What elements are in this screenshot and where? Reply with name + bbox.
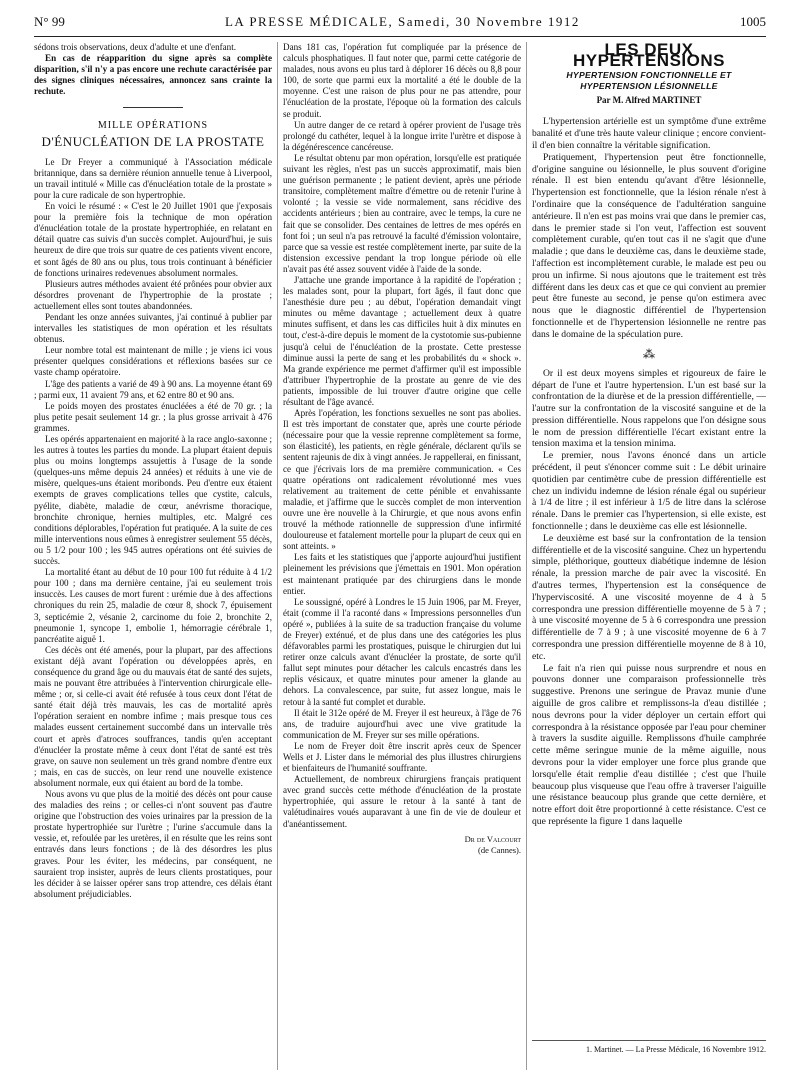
page-header [34, 14, 766, 34]
signature-place: (de Cannes). [478, 844, 521, 855]
paragraph: Le nom de Freyer doit être inscrit après ceux de Spencer Wells et J. Lister dans le mémorial des plus illustres chirurgiens et bienfaiteurs de l'humanité souffrante. [283, 740, 521, 774]
paragraph: Le résultat obtenu par mon opération, lorsqu'elle est pratiquée suivant les règles, n'est pas un succès approximatif, mais bien une guérison permanente ; le patient devient, après une période transitoire, complètement maître d'émettre ou de retenir l'urine à volonté ; la vessie se vide normalement, sans récidive des accidents antérieurs ; bien au contraire, avec le temps, la cure ne fait que se consolider. Des centaines de lettres de mes opérés en font foi ; un seul n'a pas retrouvé la faculté d'émission volontaire, parce que sa vessie est restée complètement inerte, par suite de la distension excessive pendant la trop longue période où elle n'avait pas été assez souvent vidée à l'aide de la sonde. [283, 152, 521, 274]
paragraph: Le soussigné, opéré à Londres le 15 Juin 1906, par M. Freyer, était (comme il l'a raconté dans « Impressions personnelles d'un opéré », publiées à la suite de sa traduction française du volume de Freyer) exténué, et de plus dans une des catégories les plus défavorables parmi les prostatiques, puisque le chirurgien dut lui retirer onze calculs avant d'énucléer la prostate, de sorte qu'il fallut sept minutes pour détacher les calculs encastrés dans les replis vésicaux, et quatre minutes pour amener la glande au dehors. La convalescence, par suite, fut assez longue, mais le retour à la santé fut complet et durable. [283, 596, 521, 707]
signature-name: Dr de Valcourt [464, 833, 521, 844]
article-title: LES DEUX HYPERTENSIONS [573, 42, 725, 71]
column-divider [277, 42, 278, 1070]
paragraph: Les faits et les statistiques que j'apporte aujourd'hui justifient pleinement les prévisions que j'émettais en 1901. Mon opération est maintenant pratiquée par des chirurgiens dans le monde entier. [283, 552, 521, 596]
paragraph: En cas de réapparition du signe après sa complète disparition, s'il n'y a pas encore une rechute caractérisée par des signes cliniques nécessaires, annoncez sans crainte la rechute. [34, 53, 272, 97]
column-divider [526, 42, 527, 1070]
paragraph: Plusieurs autres méthodes avaient été prônées pour obvier aux désordres provenant de l'hypertrophie de la prostate ; actuellement elles sont toutes abandonnées. [34, 278, 272, 311]
paragraph: sédons trois observations, deux d'adulte et une d'enfant. [34, 42, 237, 52]
paragraph: En voici le résumé : « C'est le 20 Juillet 1901 que j'exposais pour la première fois la technique de mon opération d'énucléation totale de la prostate hypertrophiée, en relatant en détail quatre cas suivis d'un succès complet. Aujourd'hui, je suis heureux de dire que trois sur quatre de ces patients vivent encore, et sont âgés de 80 ans ou plus, tous trois continuant à bénéficier de fonctions urinaires redevenues absolument normales. [34, 201, 272, 278]
paragraph: L'âge des patients a varié de 49 à 90 ans. La moyenne étant 69 ; parmi eux, 11 avaient 79 ans, et 62 entre 80 et 90 ans. [34, 378, 272, 400]
section-title: MILLE OPÉRATIONS [97, 120, 209, 132]
header-rule [34, 36, 766, 37]
section-subtitle: D'ÉNUCLÉATION DE LA PROSTATE [41, 133, 265, 149]
paragraph: Nous avons vu que plus de la moitié des décès ont pour cause des maladies des reins ; or celles-ci n'ont souvent pas d'autre origine que l'obstruction des voies urinaires par la pression de la prostate hypertrophiée sur l'urètre ; l'urine s'accumule dans la vessie, et, refoulée par les uretères, il en résulte que les reins sont entravés dans leurs fonctions ; de là des désordres les plus graves. Pour les éviter, les médecins, par conséquent, ne sauraient trop insister, auprès de leurs clients prostatiques, pour les décider à se laisser opérer sans trop attendre, ces délais étant absolument préjudiciables. [34, 789, 272, 899]
footnote: 1. Martinet. — La Presse Médicale, 16 Novembre 1912. [532, 1040, 766, 1054]
paragraph: Actuellement, de nombreux chirurgiens français pratiquent avec grand succès cette méthode d'énucléation de la prostate hypertrophiée, qui assure le retour à la santé à tant de valétudinaires voués auparavant à une fin de vie de douleur et d'anéantissement. [283, 774, 521, 829]
column-2 [283, 42, 521, 1062]
section-divider [123, 107, 183, 108]
paragraph: Dans 181 cas, l'opération fut compliquée par la présence de calculs phosphatiques. Il faut noter que, parmi cette catégorie de malades, nous avons eu plus tard à déplorer 16 décès ou 8,8 pour 100, de sorte que parmi eux la mortalité a été le double de la moyenne. C'est une raison de plus pour ne pas attendre, pour l'énucléation de la prostate, l'époque où la formation des calculs se produit. [283, 42, 521, 119]
paragraph: Un autre danger de ce retard à opérer provient de l'usage très prolongé du cathéter, lequel à la longue irrite l'urètre et dispose à la dégénérescence cancéreuse. [283, 119, 521, 152]
paragraph: Le premier, nous l'avons énoncé dans un article précédent, il peut s'énoncer comme suit : Le débit urinaire quotidien par centimètre cube de pression différentielle est chez un individu indemne de lésion rénale égal ou supérieur à 1/4 de litre ; il est inférieur à 1/5 de litre dans la sclérose rénale. Dans le premier cas l'hypertension, si elle existe, est fonctionnelle ; dans le deuxième cas elle est lésionnelle. [532, 450, 766, 533]
paragraph: Le poids moyen des prostates énucléées a été de 70 gr. ; la plus petite pesait seulement 14 gr. ; la plus grosse arrivait à 476 grammes. [34, 400, 272, 433]
paragraph: Le fait n'a rien qui puisse nous surprendre et nous en pouvons donner une comparaison professionnelle très suggestive. Prenons une seringue de Pravaz munie d'une aiguille de gros calibre et remplissons-la d'eau distillée ; nous devrons pour la vider déployer un certain effort qui correspondra à la résistance opposée par l'eau pour cheminer à travers la susdite aiguille. Remplissons d'huile camphrée cette même seringue munie de la même aiguille, nous devrons pour la vider employer une force plus grande que lorsqu'elle était remplie d'eau distillée ; c'est que l'huile beaucoup plus visqueuse que l'eau offre à traverser l'aiguille une résistance beaucoup plus grande que cette dernière, et notre effort doit être proportionné à cette résistance. C'est ce que représente la figure 1 dans laquelle [532, 662, 766, 827]
paragraph: Les opérés appartenaient en majorité à la race anglo-saxonne ; les autres à toutes les parties du monde. La plupart étaient depuis plus ou moins longtemps assujettis à l'usage de la sonde (quelques-uns même depuis 24 années) et réduits à une vie de misère, quelques-uns étaient moribonds. Peu d'entre eux étaient exempts de graves complications telles que cystite, calculs, pyélite, diabète, maladie de cœur, anévrisme thoracique, bronchite chronique, hernies multiples, etc. Malgré ces conditions déplorables, l'opération fut pratiquée. A la suite de ces mille interventions nous eûmes à enregistrer seulement 55 décès, ou 5 1/2 pour 100 ; les 945 autres opérations ont été suivies de succès. [34, 434, 272, 567]
paragraph: J'attache une grande importance à la rapidité de l'opération ; les malades sont, pour la plupart, fort âgés, il faut donc que l'anesthésie dure peu ; au début, l'opération demandait vingt minutes ou même davantage ; actuellement deux à quatre minutes suffisent, et dans les cas difficiles huit à dix minutes en tout, c'est-à-dire depuis le moment de la cystotomie sus-pubienne jusqu'à celui de l'énucléation de la prostate. Cette prestesse diminue aussi la perte de sang et les probabilités du « shock ». Ma grande expérience me permet d'affirmer qu'il est impossible d'attribuer l'hypertrophie de la prostate au genre de vie des patients, impossible de lui trouver d'autre origine que celle résultant de l'âge avancé. [283, 274, 521, 407]
section-asterism: ⁂ [643, 346, 655, 361]
column-3 [532, 42, 766, 1062]
column-1 [34, 42, 272, 1062]
paragraph: L'hypertension artérielle est un symptôme d'une extrême banalité et d'une très haute valeur clinique ; encore convient-il d'en bien connaître la véritable signification. [532, 116, 766, 152]
paragraph: Or il est deux moyens simples et rigoureux de faire le départ de l'une et l'autre hypertension. L'un est basé sur la confrontation de la diurèse et de la pression différentielle, — l'autre sur la confrontation de la viscosité sanguine et de la pression différentielle. Nous rappelons que l'on désigne sous le nom de pression différentielle l'écart existant entre la tension maxima et la tension minima. [532, 367, 766, 450]
paragraph: La mortalité étant au début de 10 pour 100 fut réduite à 4 1/2 pour 100 ; dans ma dernière centaine, j'ai eu seulement trois insuccès. Les causes de mort furent : urémie due à des affections chroniques du rein 25, maladie de cœur 8, shock 7, épuisement 3, septicémie 2, vésanie 2, carcinome du foie 2, bronchite 2, pneumonie 1, syncope 1, embolie 1, hémorragie cérébrale 1, pancréatite aiguë 1. [34, 567, 272, 644]
paragraph: Pratiquement, l'hypertension peut être fonctionnelle, d'origine sanguine ou lésionnelle, le plus souvent d'origine rénale. Il est bien entendu qu'avant d'être lésionnelle, l'hypertension est fonctionnelle, que la lésion rénale n'est à l'ordinaire que la conséquence de l'adultération sanguine antérieure. Il n'en est pas moins vrai que dans le premier cas, dans le premier stade si l'on veut, l'affection est souvent complètement curable, qu'en tout cas il ne s'agit que d'une maladie ; que dans le deuxième cas, dans le deuxième stade, l'affection est incomplètement curable, le malade est peu ou prou un infirme. Si nous ajoutons que le traitement est très différent dans les deux cas et que ce qui convient au premier peut être funeste au second, je pense qu'on estimera avec nous que le diagnostic différentiel de l'hypertension fonctionnelle et de l'hypertension lésionnelle ne rentre pas dans le domaine de la spéculation pure. [532, 151, 766, 340]
article-author: Par M. Alfred MARTINET [596, 95, 702, 106]
paragraph: Le deuxième est basé sur la confrontation de la tension différentielle et de la viscosité sanguine. Chez un hypertendu simple, pléthorique, goutteux diabétique indemne de lésion rénale, la pression marche de pair avec la viscosité. En d'autres termes, l'hypertension est la conséquence de l'hyperviscosité. A une viscosité moyenne de 4 à 5 correspondra une pression différentielle moyenne de 5 à 7 ; à une viscosité moyenne de 5 à 6 correspondra une pression différentielle de 7 à 9 ; à une viscosité moyenne de 6 à 7 correspondra une pression différentielle moyenne de 8 à 10, etc. [532, 532, 766, 662]
paragraph: Pendant les onze années suivantes, j'ai continué à publier par intervalles les statistiques de mon opération et les résultats obtenus. [34, 311, 272, 345]
paragraph: Ces décès ont été amenés, pour la plupart, par des affections existant déjà avant l'opération ou développées après, en conséquence du grand âge ou du mauvais état de santé des sujets, mais ne pouvant être attribuées à l'intervention chirurgicale elle-même ; or, si celle-ci avait été refusée à tous ceux dont l'état de santé était déjà très mauvais, les cas de mortalité après l'opération seraient en nombre infime ; mais presque tous ces malades eussent certainement succombé dans un intervalle très court et après d'atroces souffrances, tandis qu'en acceptant d'énucléer la prostate même à ceux dont l'état de santé est très grave, on sauve non seulement un très grand nombre d'entre eux ; mais, en cas de succès, on leur rend une nouvelle existence absolument normale, eux qui étaient au bord de la tombe. [34, 644, 272, 788]
article-subtitle: HYPERTENSION FONCTIONNELLE ET HYPERTENSION LÉSIONNELLE [566, 70, 732, 92]
paragraph: Il était le 312e opéré de M. Freyer il est heureux, à l'âge de 76 ans, de traduire aujourd'hui avec une vive gratitude la communication de M. Freyer sur ses mille opérations. [283, 707, 521, 740]
paragraph: Leur nombre total est maintenant de mille ; je viens ici vous présenter quelques considérations et réflexions basées sur ce vaste champ opératoire. [34, 345, 272, 378]
paragraph: Après l'opération, les fonctions sexuelles ne sont pas abolies. Il est très important de constater que, après une courte période (nécessaire pour que la vessie reprenne complètement sa forme, son élasticité), les patients, en règle générale, déclarent qu'ils se sentent rajeunis de dix à vingt années. Je rappellerai, en finissant, ce que j'écrivais lors de ma première communication. « Ces quatre opérations ont radicalement révolutionné mes vues relativement au traitement de cette pénible et envahissante maladie, et j'affirme que le succès complet de mon intervention ouvre une ère nouvelle à la Chirurgie, et que nous avons enfin trouvé la méthode rationnelle de suppression d'une infirmité douloureuse et fatalement mortelle pour la plupart de ceux qui en sont atteints. » [283, 408, 521, 552]
page-number: 1005 [739, 14, 766, 29]
paragraph: Le Dr Freyer a communiqué à l'Association médicale britannique, dans sa dernière réunion annuelle tenue à Liverpool, un travail intitulé « Mille cas d'énucléation totale de la prostate » pour la cure radicale de son hypertrophie. [34, 156, 272, 200]
journal-title: LA PRESSE MÉDICALE, Samedi, 30 Novembre 1912 [224, 14, 580, 29]
issue-number: N° 99 [34, 14, 65, 29]
